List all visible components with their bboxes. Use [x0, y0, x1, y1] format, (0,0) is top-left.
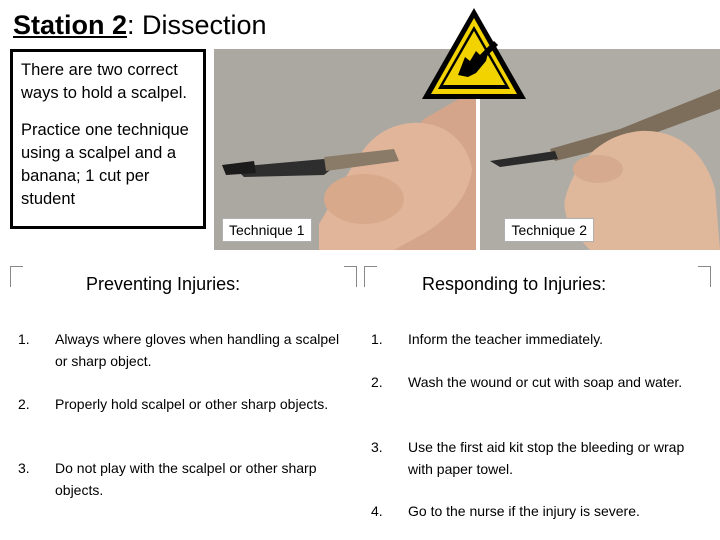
list-item-number: 1.	[371, 331, 383, 347]
technique-2-caption: Technique 2	[504, 218, 594, 242]
list-item-text: Go to the nurse if the injury is severe.	[408, 503, 640, 519]
instructions-line-2: Practice one technique using a scalpel and a banana; 1 cut per student	[21, 121, 189, 208]
list-item-text: Use the first aid kit stop the bleeding or wrap with paper towel.	[408, 439, 685, 477]
list-item-text: Always where gloves when handling a scalpel or sharp object.	[55, 331, 340, 369]
responding-to-injuries-heading: Responding to Injuries:	[422, 274, 607, 294]
page-title	[13, 8, 267, 42]
station-label: Station 2	[13, 10, 128, 40]
list-item-text: Wash the wound or cut with soap and water.	[408, 374, 683, 390]
station-topic: : Dissection	[127, 10, 267, 40]
list-item-number: 2.	[18, 396, 30, 412]
right-section-bracket	[698, 266, 711, 287]
list-item-number: 3.	[371, 439, 383, 455]
sharp-object-warning-sign	[418, 5, 530, 103]
instructions-box	[10, 49, 206, 229]
list-item-number: 3.	[18, 460, 30, 476]
instructions-line-1: There are two correct ways to hold a scalpel.	[21, 61, 188, 102]
list-item-text: Properly hold scalpel or other sharp objects.	[55, 396, 329, 412]
list-item-number: 4.	[371, 503, 383, 519]
right-section-bracket	[364, 266, 377, 287]
preventing-injuries-heading: Preventing Injuries:	[86, 274, 241, 294]
list-item-text: Do not play with the scalpel or other sharp objects.	[55, 460, 317, 498]
list-item-number: 2.	[371, 374, 383, 390]
list-item-text: Inform the teacher immediately.	[408, 331, 604, 347]
left-section-bracket	[344, 266, 357, 287]
left-section-bracket	[10, 266, 23, 287]
technique-1-caption: Technique 1	[222, 218, 312, 242]
list-item-number: 1.	[18, 331, 30, 347]
sharp-object-hazard-icon	[418, 5, 530, 103]
